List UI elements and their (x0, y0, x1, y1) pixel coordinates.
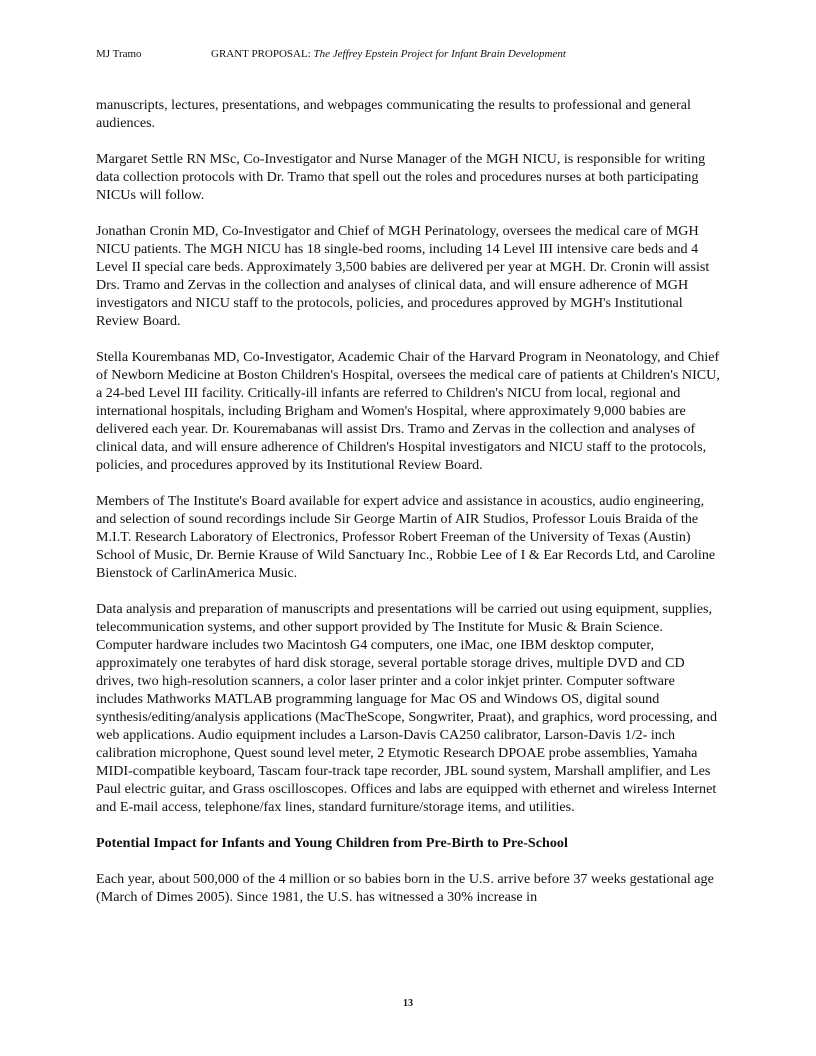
paragraph-settle: Margaret Settle RN MSc, Co-Investigator and Nurse Manager of the MGH NICU, is responsible for writing data collection protocols with Dr. Tramo that spell out the roles and procedures nurses at both participating NICUs will follow. (96, 151, 706, 203)
paragraph-resources: Data analysis and preparation of manuscripts and presentations will be carried out using equipment, supplies, telecommunication systems, and other support provided by The Institute for Music & Brain Science. Computer hardware includes two Macintosh G4 computers, one iMac, one IBM desktop computer, approximately one terabytes of hard disk storage, several portable storage drives, multiple DVD and CD drives, two high-resolution scanners, a color laser printer and a color inkjet printer. Computer software includes Mathworks MATLAB programming language for Mac OS and Windows OS, digital sound synthesis/editing/analysis applications (MacTheScope, Songwriter, Praat), and graphics, word processing, and web applications. Audio equipment includes a Larson-Davis CA250 calibrator, Larson-Davis 1/2- inch calibration microphone, Quest sound level meter, 2 Etymotic Research DPOAE probe assemblies, Yamaha MIDI-compatible keyboard, Tascam four-track tape recorder, JBL sound system, Marshall amplifier, and Les Paul electric guitar, and Grass oscilloscopes. Offices and labs are equipped with ethernet and wireless Internet and E-mail access, telephone/fax lines, standard furniture/storage items, and utilities. (96, 601, 717, 815)
paragraph-cronin: Jonathan Cronin MD, Co-Investigator and Chief of MGH Perinatology, oversees the medical care of MGH NICU patients. The MGH NICU has 18 single-bed rooms, including 14 Level III intensive care beds and 4 Level II special care beds. Approximately 3,500 babies are delivered per year at MGH. Dr. Cronin will assist Drs. Tramo and Zervas in the collection and analyses of clinical data, and will ensure adherence of MGH investigators and NICU staff to the protocols, policies, and procedures approved by MGH's Institutional Review Board. (96, 223, 710, 329)
section-heading: Potential Impact for Infants and Young Children from Pre-Birth to Pre-School (96, 835, 568, 851)
paragraph-board-members: Members of The Institute's Board available for expert advice and assistance in acoustics, audio engineering, and selection of sound recordings include Sir George Martin of AIR Studios, Professor Louis Braida of the M.I.T. Research Laboratory of Electronics, Professor Robert Freeman of the University of Texas (Austin) School of Music, Dr. Bernie Krause of Wild Sanctuary Inc., Robbie Lee of I & Ear Records Ltd, and Caroline Bienstock of CarlinAmerica Music. (96, 493, 716, 581)
paragraph-impact: Each year, about 500,000 of the 4 million or so babies born in the U.S. arrive before 37 weeks gestational age (March of Dimes 2005). Since 1981, the U.S. has witnessed a 30% increase in (96, 871, 714, 905)
body-text (96, 96, 722, 924)
header-title (211, 48, 566, 61)
paragraph-continuation: manuscripts, lectures, presentations, and webpages communicating the results to professional and general audiences. (96, 97, 691, 131)
page-number: 13 (403, 998, 413, 1009)
header-project-title: The Jeffrey Epstein Project for Infant Brain Development (313, 48, 566, 60)
header-author: MJ Tramo (96, 48, 142, 60)
paragraph-kourembanas: Stella Kourembanas MD, Co-Investigator, Academic Chair of the Harvard Program in Neonatology, and Chief of Newborn Medicine at Boston Children's Hospital, oversees the medical care of patients at Children's NICU, a 24-bed Level III facility. Critically-ill infants are referred to Children's NICU from local, regional and international hospitals, including Brigham and Women's Hospital, where approximately 9,000 babies are delivered each year. Dr. Kouremabanas will assist Drs. Tramo and Zervas in the collection and analyses of clinical data, and will ensure adherence of Children's Hospital investigators and NICU staff to the protocols, policies, and procedures approved by its Institutional Review Board. (96, 349, 720, 473)
header-prefix: GRANT PROPOSAL: (211, 48, 311, 60)
